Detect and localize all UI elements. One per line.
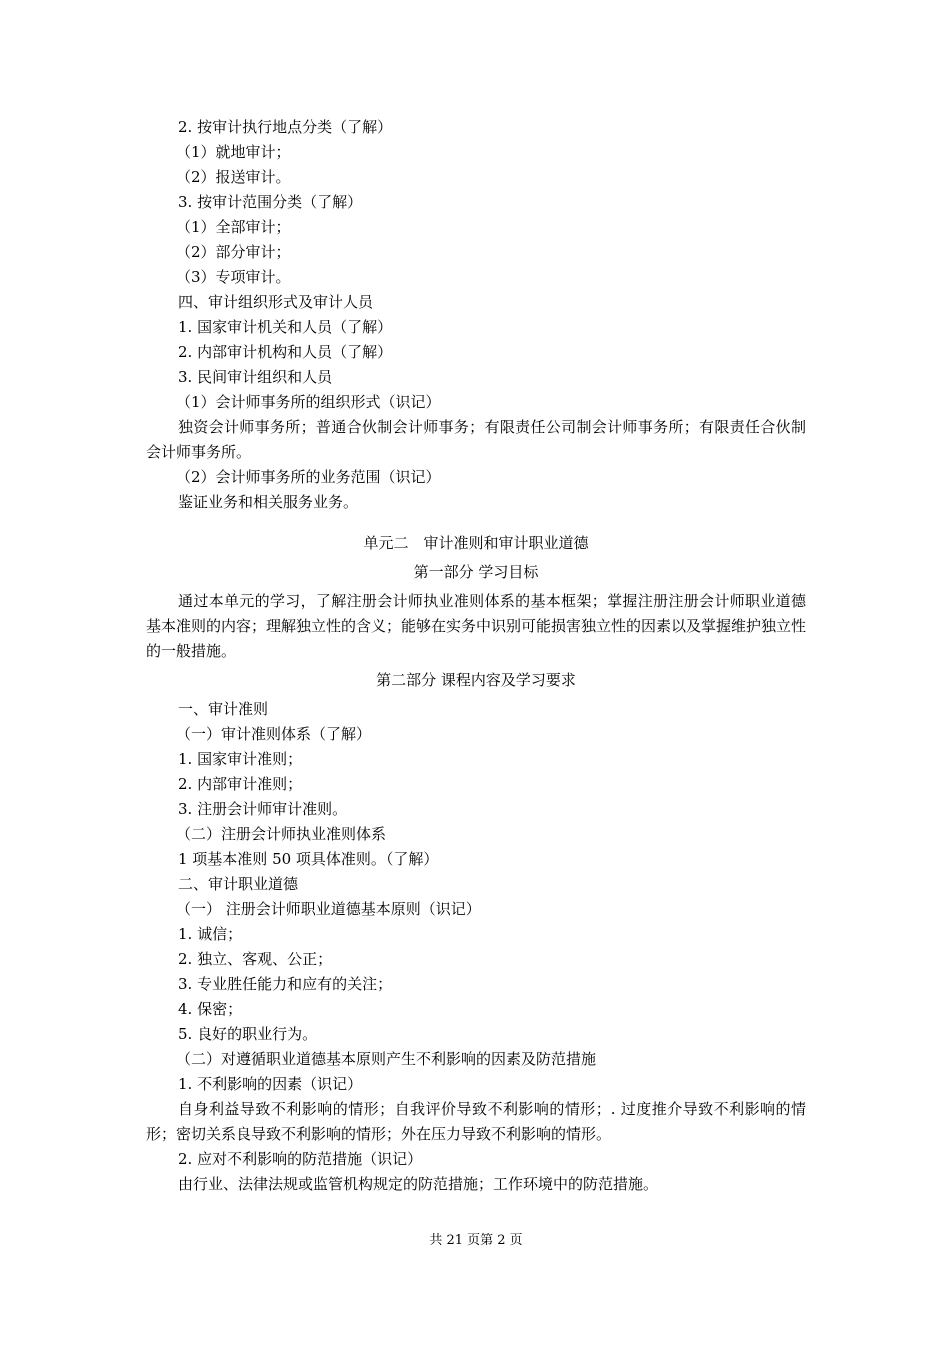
unit-title: 单元二 审计准则和审计职业道德 — [363, 534, 589, 552]
text-line: 3. 民间审计组织和人员 — [178, 368, 333, 386]
text-line: （2）报送审计。 — [176, 168, 291, 186]
text-line: 1. 国家审计机关和人员（了解） — [178, 318, 393, 336]
text-line: （1）会计师事务所的组织形式（识记） — [176, 393, 441, 411]
text-line: 2. 内部审计机构和人员（了解） — [178, 343, 393, 361]
section-heading: 一、审计准则 — [178, 700, 269, 718]
text-line: 由行业、法律法规或监管机构规定的防范措施；工作环境中的防范措施。 — [178, 1175, 659, 1193]
text-line: 1. 不利影响的因素（识记） — [178, 1075, 363, 1093]
paragraph: 独资会计师事务所；普通合伙制会计师事务；有限责任公司制会计师事务所；有限责任合伙制会计师事务所。 — [146, 418, 806, 461]
text-line: 2. 应对不利影响的防范措施（识记） — [178, 1150, 423, 1168]
text-line: 3. 专业胜任能力和应有的关注； — [178, 975, 393, 993]
text-line: 1 项基本准则 50 项具体准则。（了解） — [178, 850, 439, 868]
text-line: 3. 按审计范围分类（了解） — [178, 193, 363, 211]
paragraph: 自身利益导致不利影响的情形；自我评价导致不利影响的情形；. 过度推介导致不利影响的情形；密切关系良导致不利影响的情形；外在压力导致不利影响的情形。 — [146, 1100, 806, 1143]
text-line: 3. 注册会计师审计准则。 — [178, 800, 348, 818]
page-footer: 共 21 页第 2 页 — [429, 1233, 523, 1248]
section-heading: 二、审计职业道德 — [178, 875, 299, 893]
text-line: 2. 内部审计准则； — [178, 775, 303, 793]
text-line: 2. 按审计执行地点分类（了解） — [178, 118, 393, 136]
text-line: 5. 良好的职业行为。 — [178, 1025, 318, 1043]
text-line: （1）就地审计； — [176, 143, 291, 161]
text-line: 4. 保密； — [178, 1000, 243, 1018]
text-line: （一）审计准则体系（了解） — [176, 725, 372, 743]
text-line: （3）专项审计。 — [176, 268, 291, 286]
part-title: 第二部分 课程内容及学习要求 — [376, 671, 576, 689]
text-line: （1）全部审计； — [176, 218, 291, 236]
part-title: 第一部分 学习目标 — [413, 563, 539, 581]
text-line: （二）注册会计师执业准则体系 — [176, 825, 387, 843]
text-line: （2）部分审计； — [176, 243, 291, 261]
page-content — [146, 115, 806, 1197]
text-line: 1. 国家审计准则； — [178, 750, 303, 768]
text-line: （2）会计师事务所的业务范围（识记） — [176, 468, 441, 486]
text-line: 2. 独立、客观、公正； — [178, 950, 333, 968]
text-line: （一） 注册会计师职业道德基本原则（识记） — [176, 900, 481, 918]
paragraph: 通过本单元的学习，了解注册会计师执业准则体系的基本框架；掌握注册注册会计师职业道德基本准则的内容；理解独立性的含义；能够在实务中识别可能损害独立性的因素以及掌握维护独立性的一般措施。 — [146, 592, 807, 660]
text-line: 鉴证业务和相关服务业务。 — [178, 493, 359, 511]
text-line: 1. 诚信； — [178, 925, 243, 943]
text-line: （二）对遵循职业道德基本原则产生不利影响的因素及防范措施 — [176, 1050, 597, 1068]
section-heading: 四、审计组织形式及审计人员 — [178, 293, 374, 311]
